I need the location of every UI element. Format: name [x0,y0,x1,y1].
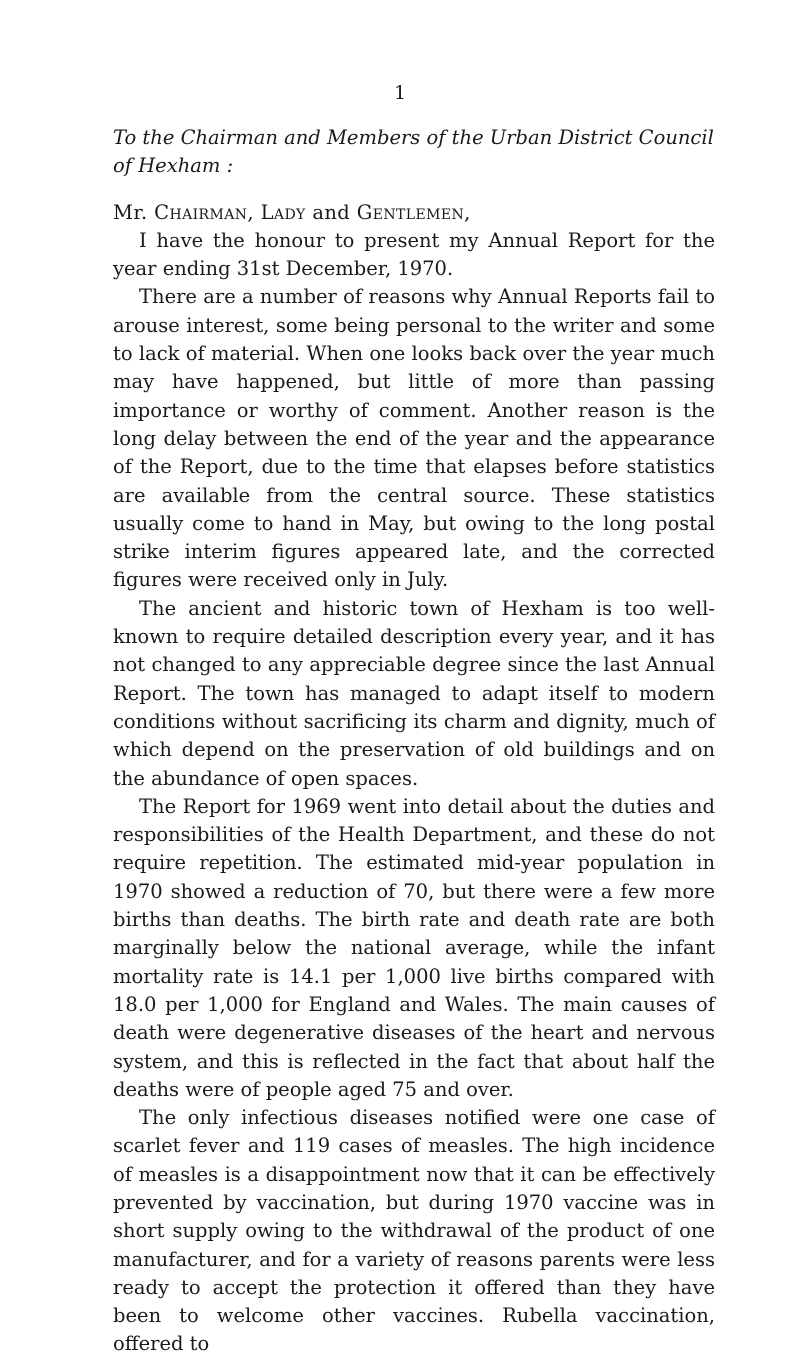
report-body [113,124,715,1359]
salutation-sep: , [247,200,261,224]
paragraph-infectious-diseases: The only infectious diseases notified were one case of scarlet fever and 119 cases of measles. The high incidence of measles is a disappointment now that it can be effectively prevented by vaccination, but during 1970 vaccine was in short supply owing to the withdrawal of the product of one manufacturer, and for a variety of reasons parents were less ready to accept the protection it offered than they have been to welcome other vaccines. Rubella vaccination, offered to [113,1106,715,1356]
salutation-and: and [305,200,357,224]
salutation [113,199,715,227]
salutation-lady: Lady [260,200,306,224]
page-number: 1 [393,82,407,104]
salutation-prefix: Mr. [113,200,155,224]
paragraph-reasons: There are a number of reasons why Annual Reports fail to arouse interest, some being personal to the writer and some to lack of material. When one looks back over the year much may have happened, but little of more than passing importance or worthy of comment. Another reason is the long delay between the end of the year and the appearance of the Report, due to the time that elapses before statistics are available from the central source. These statistics usually come to hand in May, but owing to the long postal strike interim figures appeared late, and the corrected figures were received only in July. [113,285,715,592]
salutation-chairman: Chairman [154,200,248,224]
salutation-suffix: , [464,200,471,224]
paragraph-intro: I have the honour to present my Annual Report for the year ending 31st December, 1970. [113,228,715,281]
addressee: To the Chairman and Members of the Urban District Council of Hexham : [113,126,714,178]
paragraph-statistics: The Report for 1969 went into detail about the duties and responsibilities of the Health Department, and these do not require repetition. The estimated mid-year population in 1970 showed a reduction of 70, but there were a few more births than deaths. The birth rate and death rate are both marginally below the national average, while the infant mortality rate is 14.1 per 1,000 live births compared with 18.0 per 1,000 for England and Wales. The main causes of death were degenerative diseases of the heart and nervous system, and this is reflected in the fact that about half the deaths were of people aged 75 and over. [113,794,715,1101]
paragraph-town: The ancient and historic town of Hexham is too well-known to require detailed description every year, and it has not changed to any appreciable degree since the last Annual Report. The town has managed to adapt itself to modern conditions without sacrificing its charm and dignity, much of which depend on the preservation of old buildings and on the abundance of open spaces. [113,596,715,790]
salutation-gentlemen: Gentlemen [356,200,465,224]
